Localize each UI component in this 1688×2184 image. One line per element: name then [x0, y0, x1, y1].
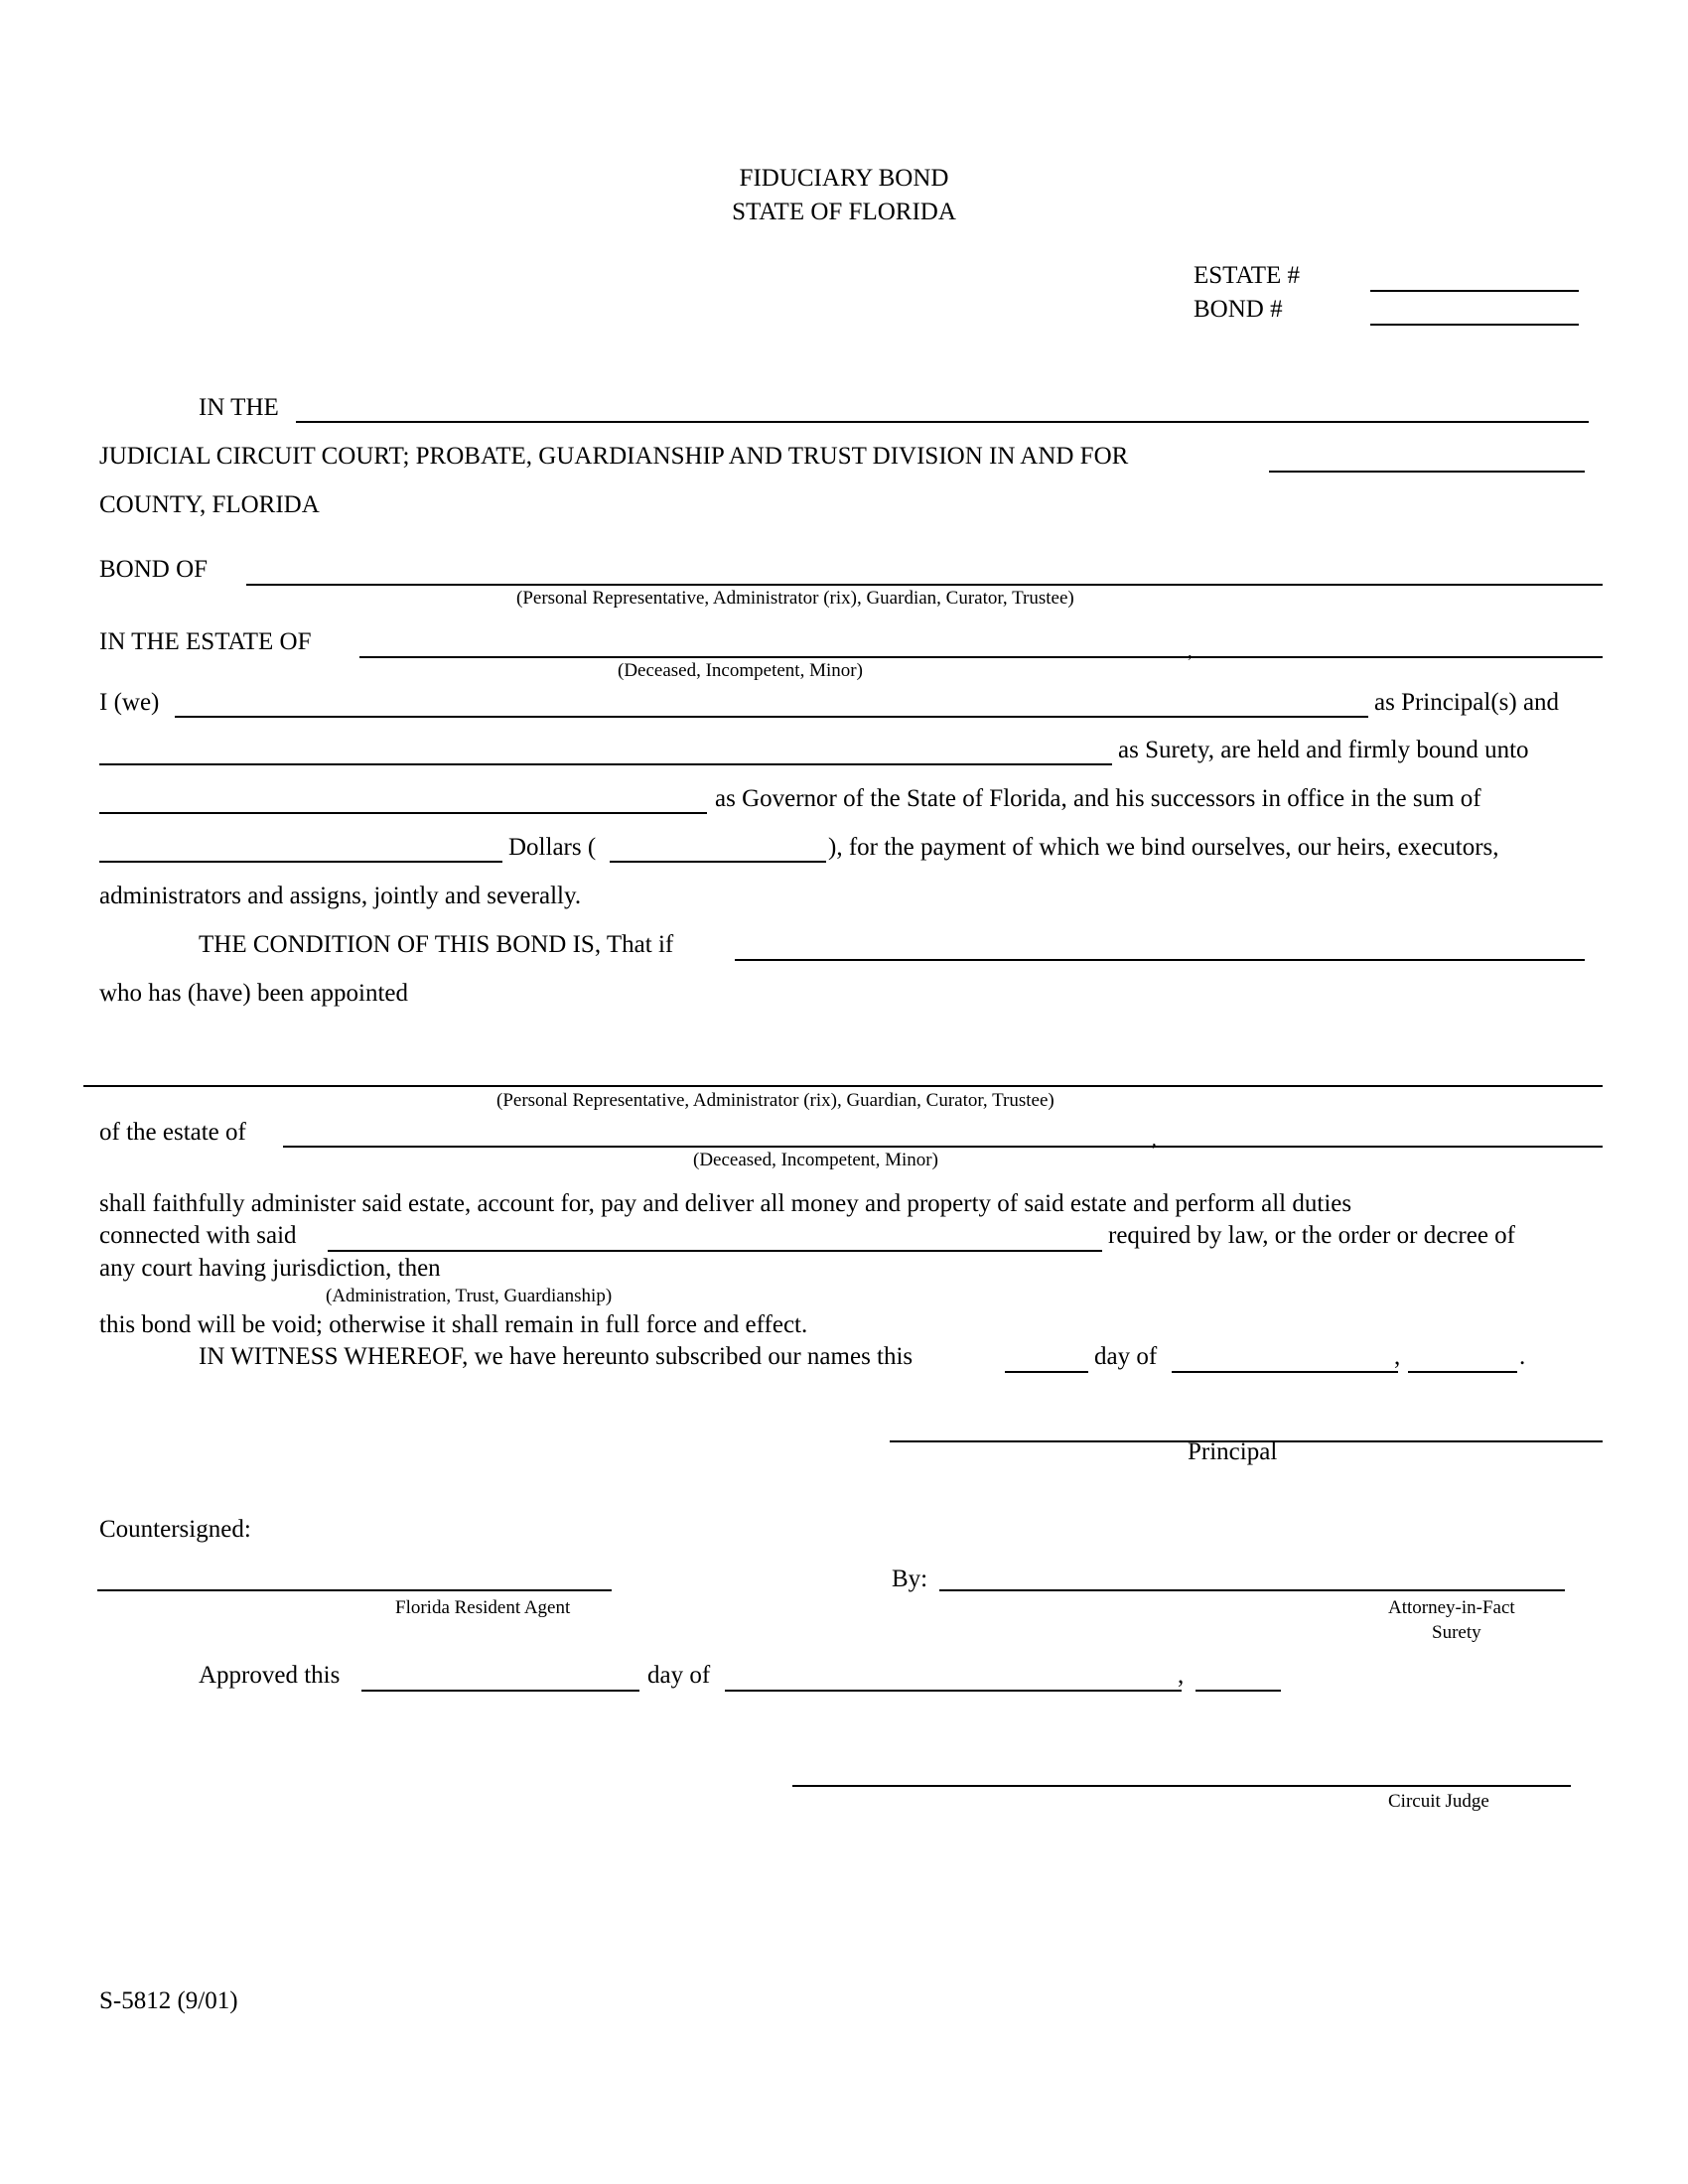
amount-words-line[interactable]	[99, 861, 502, 863]
witness-period: .	[1519, 1343, 1526, 1370]
surety-name-line[interactable]	[99, 763, 1112, 765]
governor-name-line[interactable]	[99, 812, 707, 814]
amount-figures-line[interactable]	[610, 861, 826, 863]
bond-of-label: BOND OF	[99, 556, 209, 583]
countersigned-label: Countersigned:	[99, 1516, 251, 1543]
role-caption: (Personal Representative, Administrator (rix), Guardian, Curator, Trustee)	[516, 588, 1074, 609]
witness-comma: ,	[1394, 1343, 1401, 1370]
status-caption: (Deceased, Incompetent, Minor)	[618, 660, 863, 681]
as-governor-text: as Governor of the State of Florida, and his successors in office in the sum of	[715, 785, 1481, 812]
circuit-number-line[interactable]	[296, 421, 1589, 423]
judge-signature-line[interactable]	[792, 1785, 1571, 1787]
condition-name-line[interactable]	[735, 959, 1585, 961]
estate-number-label: ESTATE #	[1194, 262, 1301, 289]
status-caption-2: (Deceased, Incompetent, Minor)	[693, 1150, 938, 1170]
form-subtitle: STATE OF FLORIDA	[732, 199, 956, 225]
administrators-text: administrators and assigns, jointly and severally.	[99, 883, 582, 909]
approved-year-line[interactable]	[1196, 1690, 1281, 1692]
appointment-role-line[interactable]	[83, 1085, 1603, 1087]
bond-number-label: BOND #	[1194, 296, 1283, 323]
approved-comma: ,	[1178, 1662, 1185, 1689]
form-number: S-5812 (9/01)	[99, 1987, 238, 2014]
in-estate-of-line[interactable]	[359, 656, 1603, 658]
any-court-text: any court having jurisdiction, then	[99, 1255, 441, 1282]
dollars-open-text: Dollars (	[508, 834, 597, 861]
estate-of-line[interactable]	[283, 1146, 1603, 1148]
as-surety-text: as Surety, are held and firmly bound unto	[1118, 737, 1529, 763]
approved-day-of-text: day of	[647, 1662, 711, 1689]
witness-day-line[interactable]	[1005, 1371, 1088, 1373]
county-florida-text: COUNTY, FLORIDA	[99, 491, 320, 518]
as-principal-text: as Principal(s) and	[1374, 689, 1560, 716]
witness-text: IN WITNESS WHEREOF, we have hereunto subscribed our names this	[199, 1343, 914, 1370]
required-by-law-text: required by law, or the order or decree of	[1108, 1222, 1515, 1249]
appointed-text: who has (have) been appointed	[99, 980, 408, 1007]
county-name-line[interactable]	[1269, 471, 1585, 473]
approved-month-line[interactable]	[725, 1690, 1182, 1692]
estate-of-label: of the estate of	[99, 1119, 246, 1146]
by-label: By:	[892, 1566, 928, 1592]
bond-of-line[interactable]	[246, 584, 1603, 586]
i-we-label: I (we)	[99, 689, 160, 716]
estate-number-line[interactable]	[1370, 290, 1579, 292]
role-caption-2: (Personal Representative, Administrator (rix), Guardian, Curator, Trustee)	[496, 1090, 1055, 1111]
witness-day-of-text: day of	[1094, 1343, 1158, 1370]
attorney-signature-line[interactable]	[939, 1589, 1565, 1591]
circuit-judge-label: Circuit Judge	[1388, 1791, 1489, 1812]
principal-name-line[interactable]	[175, 716, 1368, 718]
administration-type-line[interactable]	[328, 1250, 1102, 1252]
bond-number-line[interactable]	[1370, 324, 1579, 326]
administer-text: shall faithfully administer said estate, account for, pay and deliver all money and property of said estate and perform all duties	[99, 1190, 1352, 1217]
void-text: this bond will be void; otherwise it shall remain in full force and effect.	[99, 1311, 808, 1338]
attorney-in-fact-label: Attorney-in-Fact	[1388, 1597, 1515, 1618]
surety-label: Surety	[1432, 1622, 1481, 1643]
in-the-label: IN THE	[199, 394, 279, 421]
administration-type-caption: (Administration, Trust, Guardianship)	[326, 1286, 613, 1306]
condition-label: THE CONDITION OF THIS BOND IS, That if	[199, 931, 674, 958]
resident-agent-label: Florida Resident Agent	[395, 1597, 571, 1618]
resident-agent-line[interactable]	[97, 1589, 612, 1591]
estate-of-comma: ,	[1152, 1130, 1157, 1151]
witness-month-line[interactable]	[1172, 1371, 1398, 1373]
connected-with-text: connected with said	[99, 1222, 297, 1249]
principal-label: Principal	[1188, 1438, 1278, 1465]
form-title: FIDUCIARY BOND	[739, 165, 949, 192]
circuit-court-text: JUDICIAL CIRCUIT COURT; PROBATE, GUARDIANSHIP AND TRUST DIVISION IN AND FOR	[99, 443, 1129, 470]
approved-day-line[interactable]	[361, 1690, 639, 1692]
in-estate-of-label: IN THE ESTATE OF	[99, 628, 312, 655]
dollars-close-text: ), for the payment of which we bind ourselves, our heirs, executors,	[828, 834, 1499, 861]
witness-year-line[interactable]	[1408, 1371, 1517, 1373]
estate-comma: ,	[1188, 641, 1193, 662]
approved-label: Approved this	[199, 1662, 341, 1689]
